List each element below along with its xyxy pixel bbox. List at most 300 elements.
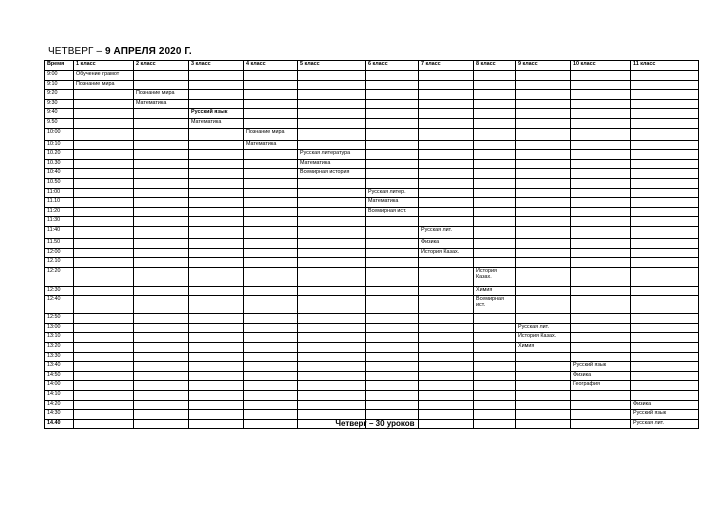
lesson-cell xyxy=(631,267,699,286)
lesson-cell xyxy=(631,352,699,362)
lesson-cell xyxy=(571,178,631,188)
time-cell: 10.50 xyxy=(45,178,74,188)
time-cell: 14.40 xyxy=(45,419,74,429)
lesson-cell xyxy=(516,286,571,296)
lesson-cell xyxy=(474,140,516,150)
header-row xyxy=(45,61,699,71)
lesson-cell xyxy=(516,217,571,227)
lesson-cell xyxy=(571,217,631,227)
lesson-cell xyxy=(474,71,516,81)
column-header-class-1: 1 класс xyxy=(74,61,134,71)
lesson-cell xyxy=(189,286,244,296)
lesson-cell xyxy=(134,410,189,420)
lesson-cell xyxy=(298,80,366,90)
lesson-cell xyxy=(298,140,366,150)
time-cell: 9:30 xyxy=(45,99,74,109)
lesson-cell xyxy=(189,343,244,353)
lesson-cell xyxy=(631,362,699,372)
schedule-body xyxy=(45,71,699,429)
lesson-cell: История Казах. xyxy=(474,267,516,286)
lesson-cell xyxy=(631,217,699,227)
time-cell: 13:40 xyxy=(45,362,74,372)
lesson-cell xyxy=(419,90,474,100)
lesson-cell xyxy=(366,381,419,391)
lesson-cell: Химия xyxy=(516,343,571,353)
lesson-cell xyxy=(474,169,516,179)
lesson-cell xyxy=(134,226,189,238)
lesson-cell xyxy=(134,188,189,198)
lesson-cell xyxy=(571,248,631,258)
lesson-cell xyxy=(631,296,699,314)
lesson-cell xyxy=(516,198,571,208)
lesson-cell: Математика xyxy=(298,159,366,169)
lesson-cell xyxy=(244,381,298,391)
lesson-cell xyxy=(244,258,298,268)
lesson-cell xyxy=(516,410,571,420)
time-cell: 10:10 xyxy=(45,140,74,150)
lesson-cell xyxy=(366,371,419,381)
lesson-cell xyxy=(571,323,631,333)
lesson-cell xyxy=(134,198,189,208)
lesson-cell xyxy=(298,400,366,410)
lesson-cell xyxy=(189,333,244,343)
lesson-cell xyxy=(74,371,134,381)
table-row xyxy=(45,333,699,343)
lesson-cell xyxy=(419,198,474,208)
lesson-cell xyxy=(189,159,244,169)
lesson-cell: Всемирная ист. xyxy=(474,296,516,314)
lesson-cell xyxy=(474,238,516,248)
lesson-cell xyxy=(474,323,516,333)
lesson-cell xyxy=(419,188,474,198)
column-header-time: Время xyxy=(45,61,74,71)
lesson-cell xyxy=(189,150,244,160)
lesson-cell xyxy=(419,362,474,372)
lesson-cell xyxy=(134,362,189,372)
lesson-cell: Русский язык xyxy=(571,362,631,372)
lesson-cell xyxy=(134,159,189,169)
lesson-cell xyxy=(74,248,134,258)
lesson-cell xyxy=(134,381,189,391)
lesson-cell xyxy=(134,238,189,248)
lesson-cell xyxy=(366,362,419,372)
lesson-cell xyxy=(474,198,516,208)
lesson-cell xyxy=(74,258,134,268)
lesson-cell xyxy=(134,207,189,217)
lesson-cell xyxy=(516,207,571,217)
table-row xyxy=(45,90,699,100)
lesson-cell xyxy=(516,188,571,198)
lesson-cell xyxy=(419,267,474,286)
time-cell: 14:30 xyxy=(45,410,74,420)
lesson-cell xyxy=(474,150,516,160)
lesson-cell xyxy=(631,140,699,150)
lesson-cell xyxy=(298,296,366,314)
lesson-cell xyxy=(631,90,699,100)
lesson-cell xyxy=(419,381,474,391)
lesson-cell xyxy=(474,188,516,198)
table-row xyxy=(45,323,699,333)
lesson-cell xyxy=(516,150,571,160)
lesson-cell xyxy=(366,90,419,100)
lesson-cell xyxy=(419,323,474,333)
lesson-cell xyxy=(74,109,134,119)
lesson-cell xyxy=(74,118,134,128)
lesson-cell xyxy=(74,226,134,238)
lesson-cell xyxy=(244,314,298,324)
lesson-cell xyxy=(244,150,298,160)
time-cell: 14:50 xyxy=(45,371,74,381)
lesson-cell xyxy=(474,159,516,169)
lesson-cell xyxy=(419,159,474,169)
lesson-cell xyxy=(134,109,189,119)
lesson-cell xyxy=(244,352,298,362)
time-cell: 12:20 xyxy=(45,267,74,286)
time-cell: 13:10 xyxy=(45,333,74,343)
lesson-cell xyxy=(419,128,474,140)
column-header-class-6: 6 класс xyxy=(366,61,419,71)
lesson-cell xyxy=(366,71,419,81)
lesson-cell xyxy=(474,178,516,188)
lesson-cell xyxy=(631,314,699,324)
lesson-cell xyxy=(74,267,134,286)
time-cell: 9.50 xyxy=(45,118,74,128)
lesson-cell xyxy=(516,267,571,286)
lesson-cell xyxy=(298,371,366,381)
lesson-cell xyxy=(419,391,474,401)
lesson-cell xyxy=(74,343,134,353)
table-row xyxy=(45,371,699,381)
time-cell: 13:00 xyxy=(45,323,74,333)
lesson-cell xyxy=(244,248,298,258)
lesson-cell xyxy=(74,314,134,324)
lesson-cell xyxy=(298,323,366,333)
table-row xyxy=(45,80,699,90)
lesson-cell: Обучение грамот xyxy=(74,71,134,81)
lesson-cell: Всемирная ист. xyxy=(366,207,419,217)
lesson-cell xyxy=(134,118,189,128)
lesson-cell xyxy=(631,80,699,90)
lesson-cell: Физика xyxy=(571,371,631,381)
lesson-cell xyxy=(244,188,298,198)
lesson-cell: Русская лит. xyxy=(419,226,474,238)
lesson-cell xyxy=(74,352,134,362)
lesson-cell xyxy=(189,323,244,333)
lesson-cell xyxy=(244,371,298,381)
lesson-cell xyxy=(474,362,516,372)
lesson-cell xyxy=(298,258,366,268)
table-row xyxy=(45,140,699,150)
lesson-cell xyxy=(366,140,419,150)
lesson-cell xyxy=(571,391,631,401)
lesson-cell xyxy=(74,150,134,160)
lesson-cell xyxy=(419,71,474,81)
lesson-cell xyxy=(366,314,419,324)
lesson-cell: Химия xyxy=(474,286,516,296)
lesson-cell xyxy=(366,128,419,140)
lesson-cell: География xyxy=(571,381,631,391)
lesson-cell xyxy=(474,400,516,410)
table-row xyxy=(45,314,699,324)
lesson-cell xyxy=(134,71,189,81)
lesson-cell xyxy=(189,362,244,372)
table-row xyxy=(45,343,699,353)
lesson-cell xyxy=(74,198,134,208)
lesson-cell xyxy=(244,323,298,333)
lesson-cell xyxy=(244,169,298,179)
lesson-cell xyxy=(189,400,244,410)
lesson-cell xyxy=(516,90,571,100)
lesson-cell xyxy=(244,178,298,188)
lesson-cell xyxy=(516,140,571,150)
time-cell: 11:20 xyxy=(45,207,74,217)
lesson-cell xyxy=(366,267,419,286)
lesson-cell xyxy=(244,267,298,286)
lesson-cell xyxy=(571,71,631,81)
lesson-cell xyxy=(244,238,298,248)
lesson-cell: Русский язык xyxy=(631,410,699,420)
lesson-cell xyxy=(74,362,134,372)
lesson-cell xyxy=(631,333,699,343)
table-row xyxy=(45,178,699,188)
table-row xyxy=(45,169,699,179)
lesson-cell xyxy=(134,391,189,401)
lesson-cell xyxy=(74,207,134,217)
lesson-cell xyxy=(474,80,516,90)
lesson-cell xyxy=(244,109,298,119)
lesson-cell xyxy=(516,352,571,362)
lesson-cell xyxy=(366,169,419,179)
table-row xyxy=(45,226,699,238)
time-cell: 12:50 xyxy=(45,314,74,324)
lesson-cell xyxy=(244,333,298,343)
lesson-cell xyxy=(134,150,189,160)
lesson-cell xyxy=(298,109,366,119)
lesson-cell xyxy=(244,217,298,227)
lesson-cell xyxy=(189,207,244,217)
lesson-cell xyxy=(74,410,134,420)
title-prefix: ЧЕТВЕРГ – xyxy=(48,46,105,57)
lesson-cell: Математика xyxy=(366,198,419,208)
lesson-cell xyxy=(474,371,516,381)
lesson-cell xyxy=(189,296,244,314)
lesson-cell xyxy=(516,238,571,248)
lesson-cell xyxy=(244,226,298,238)
footer-summary xyxy=(0,419,720,428)
lesson-cell xyxy=(298,238,366,248)
lesson-cell xyxy=(244,207,298,217)
lesson-cell xyxy=(298,99,366,109)
lesson-cell xyxy=(298,286,366,296)
lesson-cell xyxy=(571,258,631,268)
lesson-cell xyxy=(366,333,419,343)
lesson-cell xyxy=(571,169,631,179)
lesson-cell xyxy=(189,90,244,100)
lesson-cell xyxy=(516,159,571,169)
lesson-cell xyxy=(244,71,298,81)
lesson-cell: Русская лит. xyxy=(631,419,699,429)
lesson-cell xyxy=(419,400,474,410)
lesson-cell xyxy=(419,296,474,314)
time-cell: 10:00 xyxy=(45,128,74,140)
lesson-cell xyxy=(571,140,631,150)
table-row xyxy=(45,198,699,208)
lesson-cell xyxy=(298,391,366,401)
lesson-cell xyxy=(516,314,571,324)
table-row xyxy=(45,362,699,372)
lesson-cell xyxy=(366,150,419,160)
lesson-cell xyxy=(298,410,366,420)
lesson-cell xyxy=(631,169,699,179)
table-row xyxy=(45,248,699,258)
lesson-cell xyxy=(516,226,571,238)
lesson-cell xyxy=(74,178,134,188)
lesson-cell xyxy=(631,371,699,381)
table-row xyxy=(45,128,699,140)
lesson-cell xyxy=(571,188,631,198)
lesson-cell xyxy=(134,140,189,150)
time-cell: 14:00 xyxy=(45,381,74,391)
lesson-cell xyxy=(516,381,571,391)
table-row xyxy=(45,217,699,227)
lesson-cell xyxy=(189,381,244,391)
lesson-cell xyxy=(474,99,516,109)
lesson-cell xyxy=(134,80,189,90)
table-row xyxy=(45,159,699,169)
lesson-cell xyxy=(516,400,571,410)
lesson-cell xyxy=(419,371,474,381)
lesson-cell xyxy=(631,71,699,81)
time-cell: 12.10 xyxy=(45,258,74,268)
lesson-cell xyxy=(571,128,631,140)
lesson-cell xyxy=(298,118,366,128)
lesson-cell xyxy=(571,118,631,128)
lesson-cell xyxy=(631,238,699,248)
lesson-cell xyxy=(516,99,571,109)
lesson-cell xyxy=(571,343,631,353)
time-cell: 12:00 xyxy=(45,248,74,258)
lesson-cell xyxy=(244,286,298,296)
table-row xyxy=(45,267,699,286)
lesson-cell xyxy=(189,198,244,208)
lesson-cell xyxy=(189,314,244,324)
lesson-cell xyxy=(189,128,244,140)
time-cell: 9:10 xyxy=(45,80,74,90)
lesson-cell xyxy=(419,178,474,188)
time-cell: 14:20 xyxy=(45,400,74,410)
lesson-cell xyxy=(631,178,699,188)
column-header-class-9: 9 класс xyxy=(516,61,571,71)
lesson-cell xyxy=(474,410,516,420)
lesson-cell xyxy=(571,90,631,100)
lesson-cell xyxy=(298,314,366,324)
table-row xyxy=(45,258,699,268)
time-cell: 9:00 xyxy=(45,71,74,81)
lesson-cell xyxy=(189,267,244,286)
lesson-cell xyxy=(74,286,134,296)
lesson-cell xyxy=(419,314,474,324)
lesson-cell xyxy=(298,178,366,188)
lesson-cell xyxy=(74,140,134,150)
lesson-cell xyxy=(516,178,571,188)
lesson-cell xyxy=(134,333,189,343)
lesson-cell xyxy=(474,207,516,217)
time-cell: 13:30 xyxy=(45,352,74,362)
column-header-class-4: 4 класс xyxy=(244,61,298,71)
lesson-cell: Русская лит. xyxy=(516,323,571,333)
lesson-cell xyxy=(298,362,366,372)
lesson-cell xyxy=(631,323,699,333)
lesson-cell: Познание мира xyxy=(74,80,134,90)
lesson-cell xyxy=(134,323,189,333)
lesson-cell xyxy=(74,333,134,343)
table-row xyxy=(45,391,699,401)
lesson-cell xyxy=(516,248,571,258)
lesson-cell xyxy=(474,118,516,128)
column-header-class-7: 7 класс xyxy=(419,61,474,71)
lesson-cell xyxy=(298,198,366,208)
lesson-cell xyxy=(474,343,516,353)
lesson-cell xyxy=(298,267,366,286)
lesson-cell xyxy=(189,217,244,227)
time-cell: 9:40 xyxy=(45,109,74,119)
time-cell: 12:30 xyxy=(45,286,74,296)
lesson-cell xyxy=(419,80,474,90)
lesson-cell xyxy=(244,400,298,410)
time-cell: 10.20 xyxy=(45,150,74,160)
lesson-cell xyxy=(419,99,474,109)
lesson-cell xyxy=(366,258,419,268)
lesson-cell xyxy=(244,391,298,401)
lesson-cell xyxy=(571,159,631,169)
lesson-cell xyxy=(474,226,516,238)
lesson-cell xyxy=(631,188,699,198)
lesson-cell xyxy=(74,381,134,391)
column-header-class-2: 2 класс xyxy=(134,61,189,71)
column-header-class-10: 10 класс xyxy=(571,61,631,71)
lesson-cell xyxy=(571,410,631,420)
lesson-cell xyxy=(134,371,189,381)
table-row xyxy=(45,400,699,410)
footer-text: Четверг – 30 уроков xyxy=(335,419,415,428)
time-cell: 12:40 xyxy=(45,296,74,314)
lesson-cell xyxy=(631,109,699,119)
lesson-cell xyxy=(244,410,298,420)
lesson-cell: Всемирная история xyxy=(298,169,366,179)
lesson-cell xyxy=(366,118,419,128)
table-row xyxy=(45,381,699,391)
lesson-cell xyxy=(571,207,631,217)
lesson-cell xyxy=(134,343,189,353)
lesson-cell xyxy=(298,217,366,227)
schedule-table xyxy=(44,60,699,429)
lesson-cell xyxy=(189,99,244,109)
lesson-cell xyxy=(631,248,699,258)
lesson-cell xyxy=(631,99,699,109)
lesson-cell xyxy=(366,99,419,109)
table-row xyxy=(45,118,699,128)
lesson-cell: Математика xyxy=(189,118,244,128)
lesson-cell xyxy=(419,333,474,343)
lesson-cell xyxy=(74,391,134,401)
lesson-cell: Познание мира xyxy=(134,90,189,100)
lesson-cell xyxy=(189,178,244,188)
lesson-cell xyxy=(631,118,699,128)
lesson-cell xyxy=(134,314,189,324)
lesson-cell xyxy=(74,99,134,109)
time-cell: 11:40 xyxy=(45,226,74,238)
lesson-cell xyxy=(134,178,189,188)
